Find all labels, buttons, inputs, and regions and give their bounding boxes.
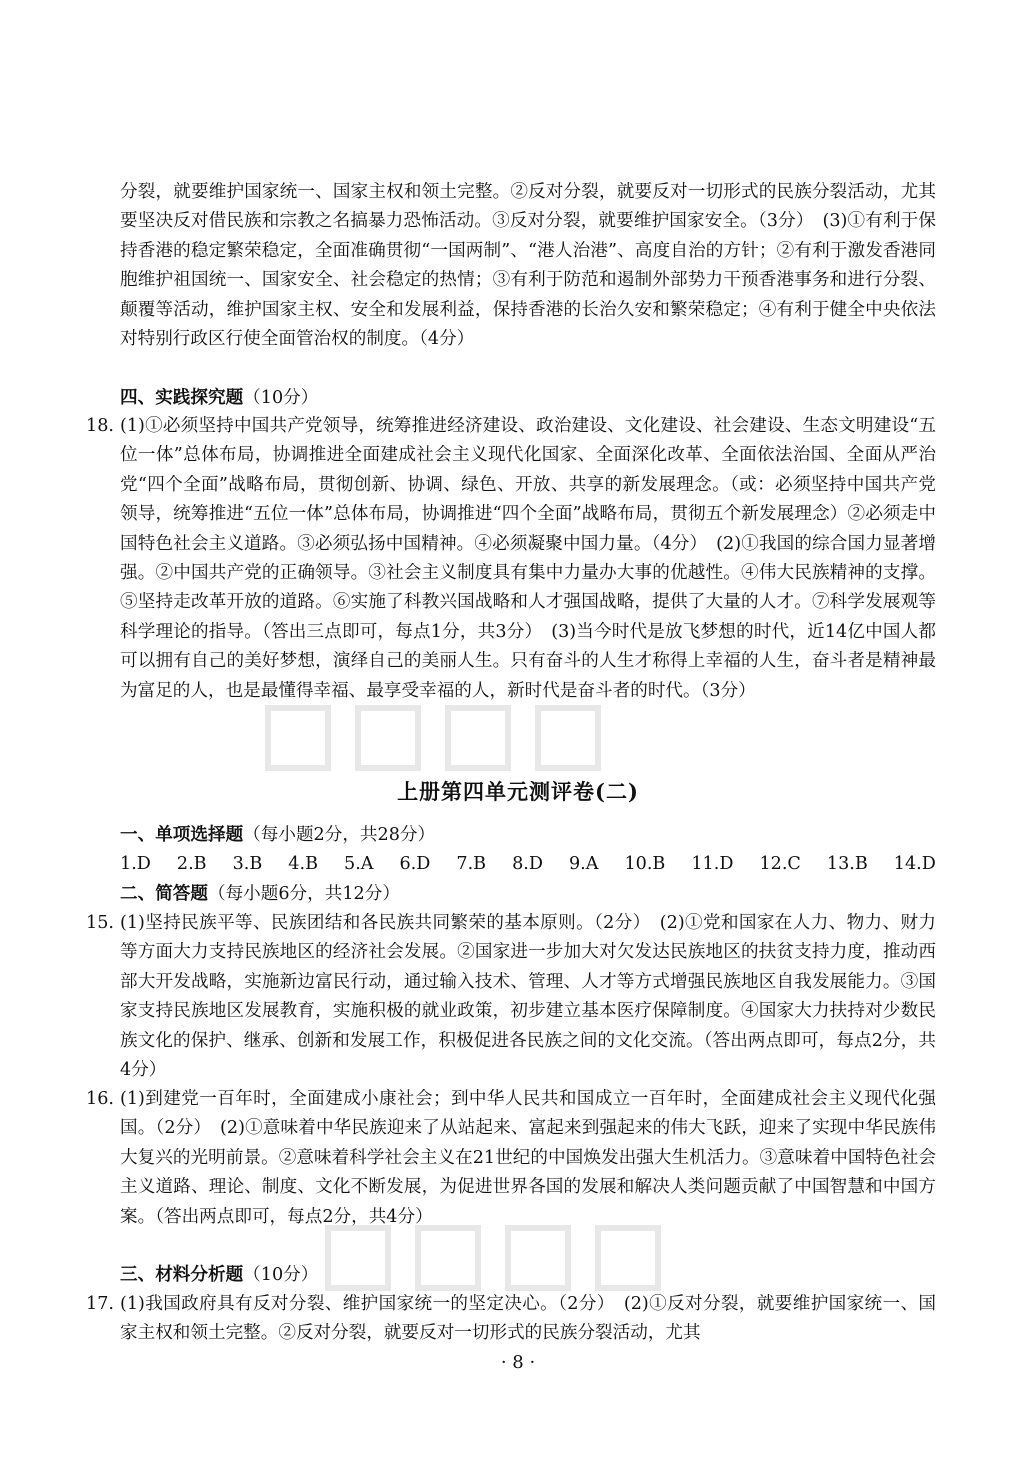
question-16-answer: (1)到建党一百年时，全面建成小康社会；到中华人民共和国成立一百年时，全面建成社会主义现代化强国。（2分） (2)①意味着中华民族迎来了从站起来、富起来到强起来的伟大飞跃，迎来了实现中华民族伟大复兴的光明前景。②意味着科学社会主义在21世纪的中国焕发出强大生机活力。③意味着中国特色社会主义道路、理论、制度、文化不断发展，为促进世界各国的发展和解决人类问题贡献了中国智慧和中国方案。（答出两点即可，每点2分，共4分） <box>120 1089 936 1227</box>
watermark-stroke <box>598 1228 658 1288</box>
section-4-title: 四、实践探究题 <box>120 387 244 408</box>
watermark-stroke <box>418 1228 478 1288</box>
answer-item: 13.B <box>826 854 868 874</box>
answer-item: 10.B <box>624 854 666 874</box>
answer-item: 3.B <box>232 854 263 874</box>
question-15-answer: (1)坚持民族平等、民族团结和各民族共同繁荣的基本原则。（2分） (2)①党和国家在人力、物力、财力等方面大力支持民族地区的经济社会发展。②国家进一步加大对欠发达民族地区的扶贫支持力度，推动西部大开发战略，实施新边富民行动，通过输入技术、管理、人才等方式增强民族地区自我发展能力。③国家支持民族地区发展教育，实施积极的就业政策，初步建立基本医疗保障制度。④国家大力扶持对少数民族文化的保护、继承、创新和发展工作，积极促进各民族之间的文化交流。（答出两点即可，每点2分，共4分） <box>120 913 936 1081</box>
section-3-score: （10分） <box>243 1265 319 1285</box>
section-2-score: （每小题6分，共12分） <box>207 884 400 904</box>
question-17-number: 17. <box>86 1294 114 1314</box>
answer-item: 6.D <box>399 854 431 874</box>
question-18-answer: (1)①必须坚持中国共产党领导，统筹推进经济建设、政治建设、文化建设、社会建设、生态文明建设“五位一体”总体布局，协调推进全面建成社会主义现代化国家、全面深化改革、全面依法治国、全面从严治党“四个全面”战略布局，贯彻创新、协调、绿色、开放、共享的新发展理念。（或：必须坚持中国共产党领导，统筹推进“五位一体”总体布局，协调推进“四个全面”战略布局，贯彻五个新发展理念）②必须走中国特色社会主义道路。③必须弘扬中国精神。④必须凝聚中国力量。（4分） (2)①我国的综合国力显著增强。②中国共产党的正确领导。③社会主义制度具有集中力量办大事的优越性。④伟大民族精神的支撑。⑤坚持走改革开放的道路。⑥实施了科教兴国战略和人才强国战略，提供了大量的人才。⑦科学发展观等科学理论的指导。（答出三点即可，每点1分，共3分） (3)当今时代是放飞梦想的时代，近14亿中国人都可以拥有自己的美好梦想，演绎自己的美丽人生。只有奋斗的人生才称得上幸福的人生，奋斗者是精神最为富足的人，也是最懂得幸福、最享受幸福的人，新时代是奋斗者的时代。（3分） <box>120 416 936 701</box>
question-15 <box>86 909 936 1085</box>
section-1-heading <box>120 820 936 850</box>
watermark-shape <box>260 690 640 780</box>
answer-item: 1.D <box>120 854 151 874</box>
answer-item: 14.D <box>893 854 936 874</box>
watermark-stroke <box>268 708 328 768</box>
section-2-heading <box>120 879 936 909</box>
section-2-title: 二、简答题 <box>120 883 208 904</box>
answer-item: 5.A <box>344 854 374 874</box>
answer-item: 4.B <box>288 854 319 874</box>
section-3-title: 三、材料分析题 <box>120 1264 244 1285</box>
answer-item: 7.B <box>456 854 487 874</box>
question-15-number: 15. <box>86 913 114 933</box>
answer-item: 8.D <box>512 854 543 874</box>
question-17-answer: (1)我国政府具有反对分裂、维护国家统一的坚定决心。（2分） (2)①反对分裂，就要维护国家统一、国家主权和领土完整。②反对分裂，就要反对一切形式的民族分裂活动，尤其 <box>120 1294 936 1344</box>
question-18 <box>86 412 936 706</box>
answer-item: 12.C <box>759 854 801 874</box>
watermark-graphic <box>260 690 640 799</box>
section-4-score: （10分） <box>243 388 319 408</box>
page-number: · 8 · <box>500 1352 536 1373</box>
watermark-graphic <box>320 1210 700 1319</box>
watermark-stroke <box>328 1228 388 1288</box>
section-4-heading <box>120 383 936 413</box>
watermark-shape <box>320 1210 700 1300</box>
question-16-number: 16. <box>86 1089 114 1109</box>
answer-item: 9.A <box>568 854 599 874</box>
answer-item: 11.D <box>691 854 734 874</box>
multiple-choice-answers <box>120 850 936 879</box>
watermark-stroke <box>538 708 598 768</box>
watermark-stroke <box>448 708 508 768</box>
answer-item: 2.B <box>176 854 207 874</box>
section-1-title: 一、单项选择题 <box>120 824 244 845</box>
watermark-stroke <box>508 1228 568 1288</box>
watermark-stroke <box>358 708 418 768</box>
question-18-number: 18. <box>86 416 114 436</box>
unit-title: 上册第四单元测评卷(二) <box>397 779 639 804</box>
section-1-score: （每小题2分，共28分） <box>243 825 436 845</box>
continued-answer-paragraph: 分裂，就要维护国家统一、国家主权和领土完整。②反对分裂，就要反对一切形式的民族分裂活动，尤其要坚决反对借民族和宗教之名搞暴力恐怖活动。③反对分裂，就要维护国家安全。（3分） (3)①有利于保持香港的稳定繁荣稳定，全面准确贯彻“一国两制”、“港人治港”、高度自治的方针；②有利于激发香港同胞维护祖国统一、国家安全、社会稳定的热情；③有利于防范和遏制外部势力干预香港事务和进行分裂、颠覆等活动，维护国家主权、安全和发展利益，保持香港的长治久安和繁荣稳定；④有利于健全中央依法对特别行政区行使全面管治权的制度。（4分） <box>120 182 936 350</box>
